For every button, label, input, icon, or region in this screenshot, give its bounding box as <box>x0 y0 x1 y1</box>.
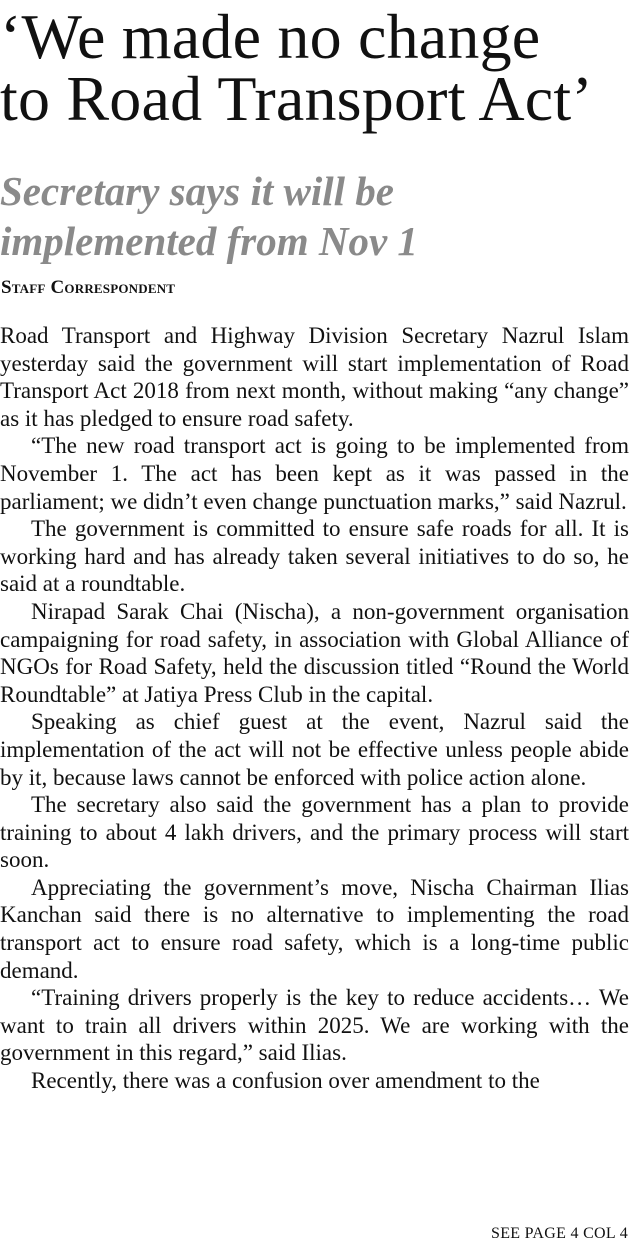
headline <box>0 1 629 134</box>
headline-line: to Road Transport Act’ <box>0 63 593 134</box>
subheadline-line: Secretary says it will be <box>0 168 395 214</box>
article-paragraph: “The new road transport act is going to be implemented from November 1. The act has been kept as it was passed in the parliament; we didn’t even change punctuation marks,” said Nazrul. <box>0 433 629 514</box>
article-paragraph: Speaking as chief guest at the event, Nazrul said the implementation of the act will not be effective unless people abide by it, because laws cannot be enforced with police action alone. <box>0 709 629 790</box>
article-paragraph: Appreciating the government’s move, Nischa Chairman Ilias Kanchan said there is no alternative to implementing the road transport act to ensure road safety, which is a long-time public demand. <box>0 874 629 983</box>
byline: Staff Correspondent <box>1 277 176 298</box>
continuation-note: SEE PAGE 4 COL 4 <box>491 1225 628 1242</box>
article-paragraph: Road Transport and Highway Division Secretary Nazrul Islam yesterday said the government will start implementation of Road Transport Act 2018 from next month, without making “any change” as it has pledged to ensure road safety. <box>0 323 629 431</box>
headline-line: ‘We made no change <box>0 1 541 72</box>
subheadline <box>0 166 629 266</box>
article-paragraph: Nirapad Sarak Chai (Nischa), a non-government organisation campaigning for road safety, in association with Global Alliance of NGOs for Road Safety, held the discussion titled “Round the World Roundtable” at Jatiya Press Club in the capital. <box>0 598 629 707</box>
subheadline-line: implemented from Nov 1 <box>0 218 418 264</box>
article-paragraph: Recently, there was a confusion over amendment to the <box>31 1068 540 1094</box>
article-paragraph: The secretary also said the government has a plan to provide training to about 4 lakh drivers, and the primary process will start soon. <box>0 792 629 873</box>
article-body <box>0 322 629 1095</box>
article-paragraph: “Training drivers properly is the key to reduce accidents… We want to train all drivers within 2025. We are working with the government in this regard,” said Ilias. <box>0 985 629 1066</box>
article-paragraph: The government is committed to ensure safe roads for all. It is working hard and has already taken several initiatives to do so, he said at a roundtable. <box>0 516 629 597</box>
